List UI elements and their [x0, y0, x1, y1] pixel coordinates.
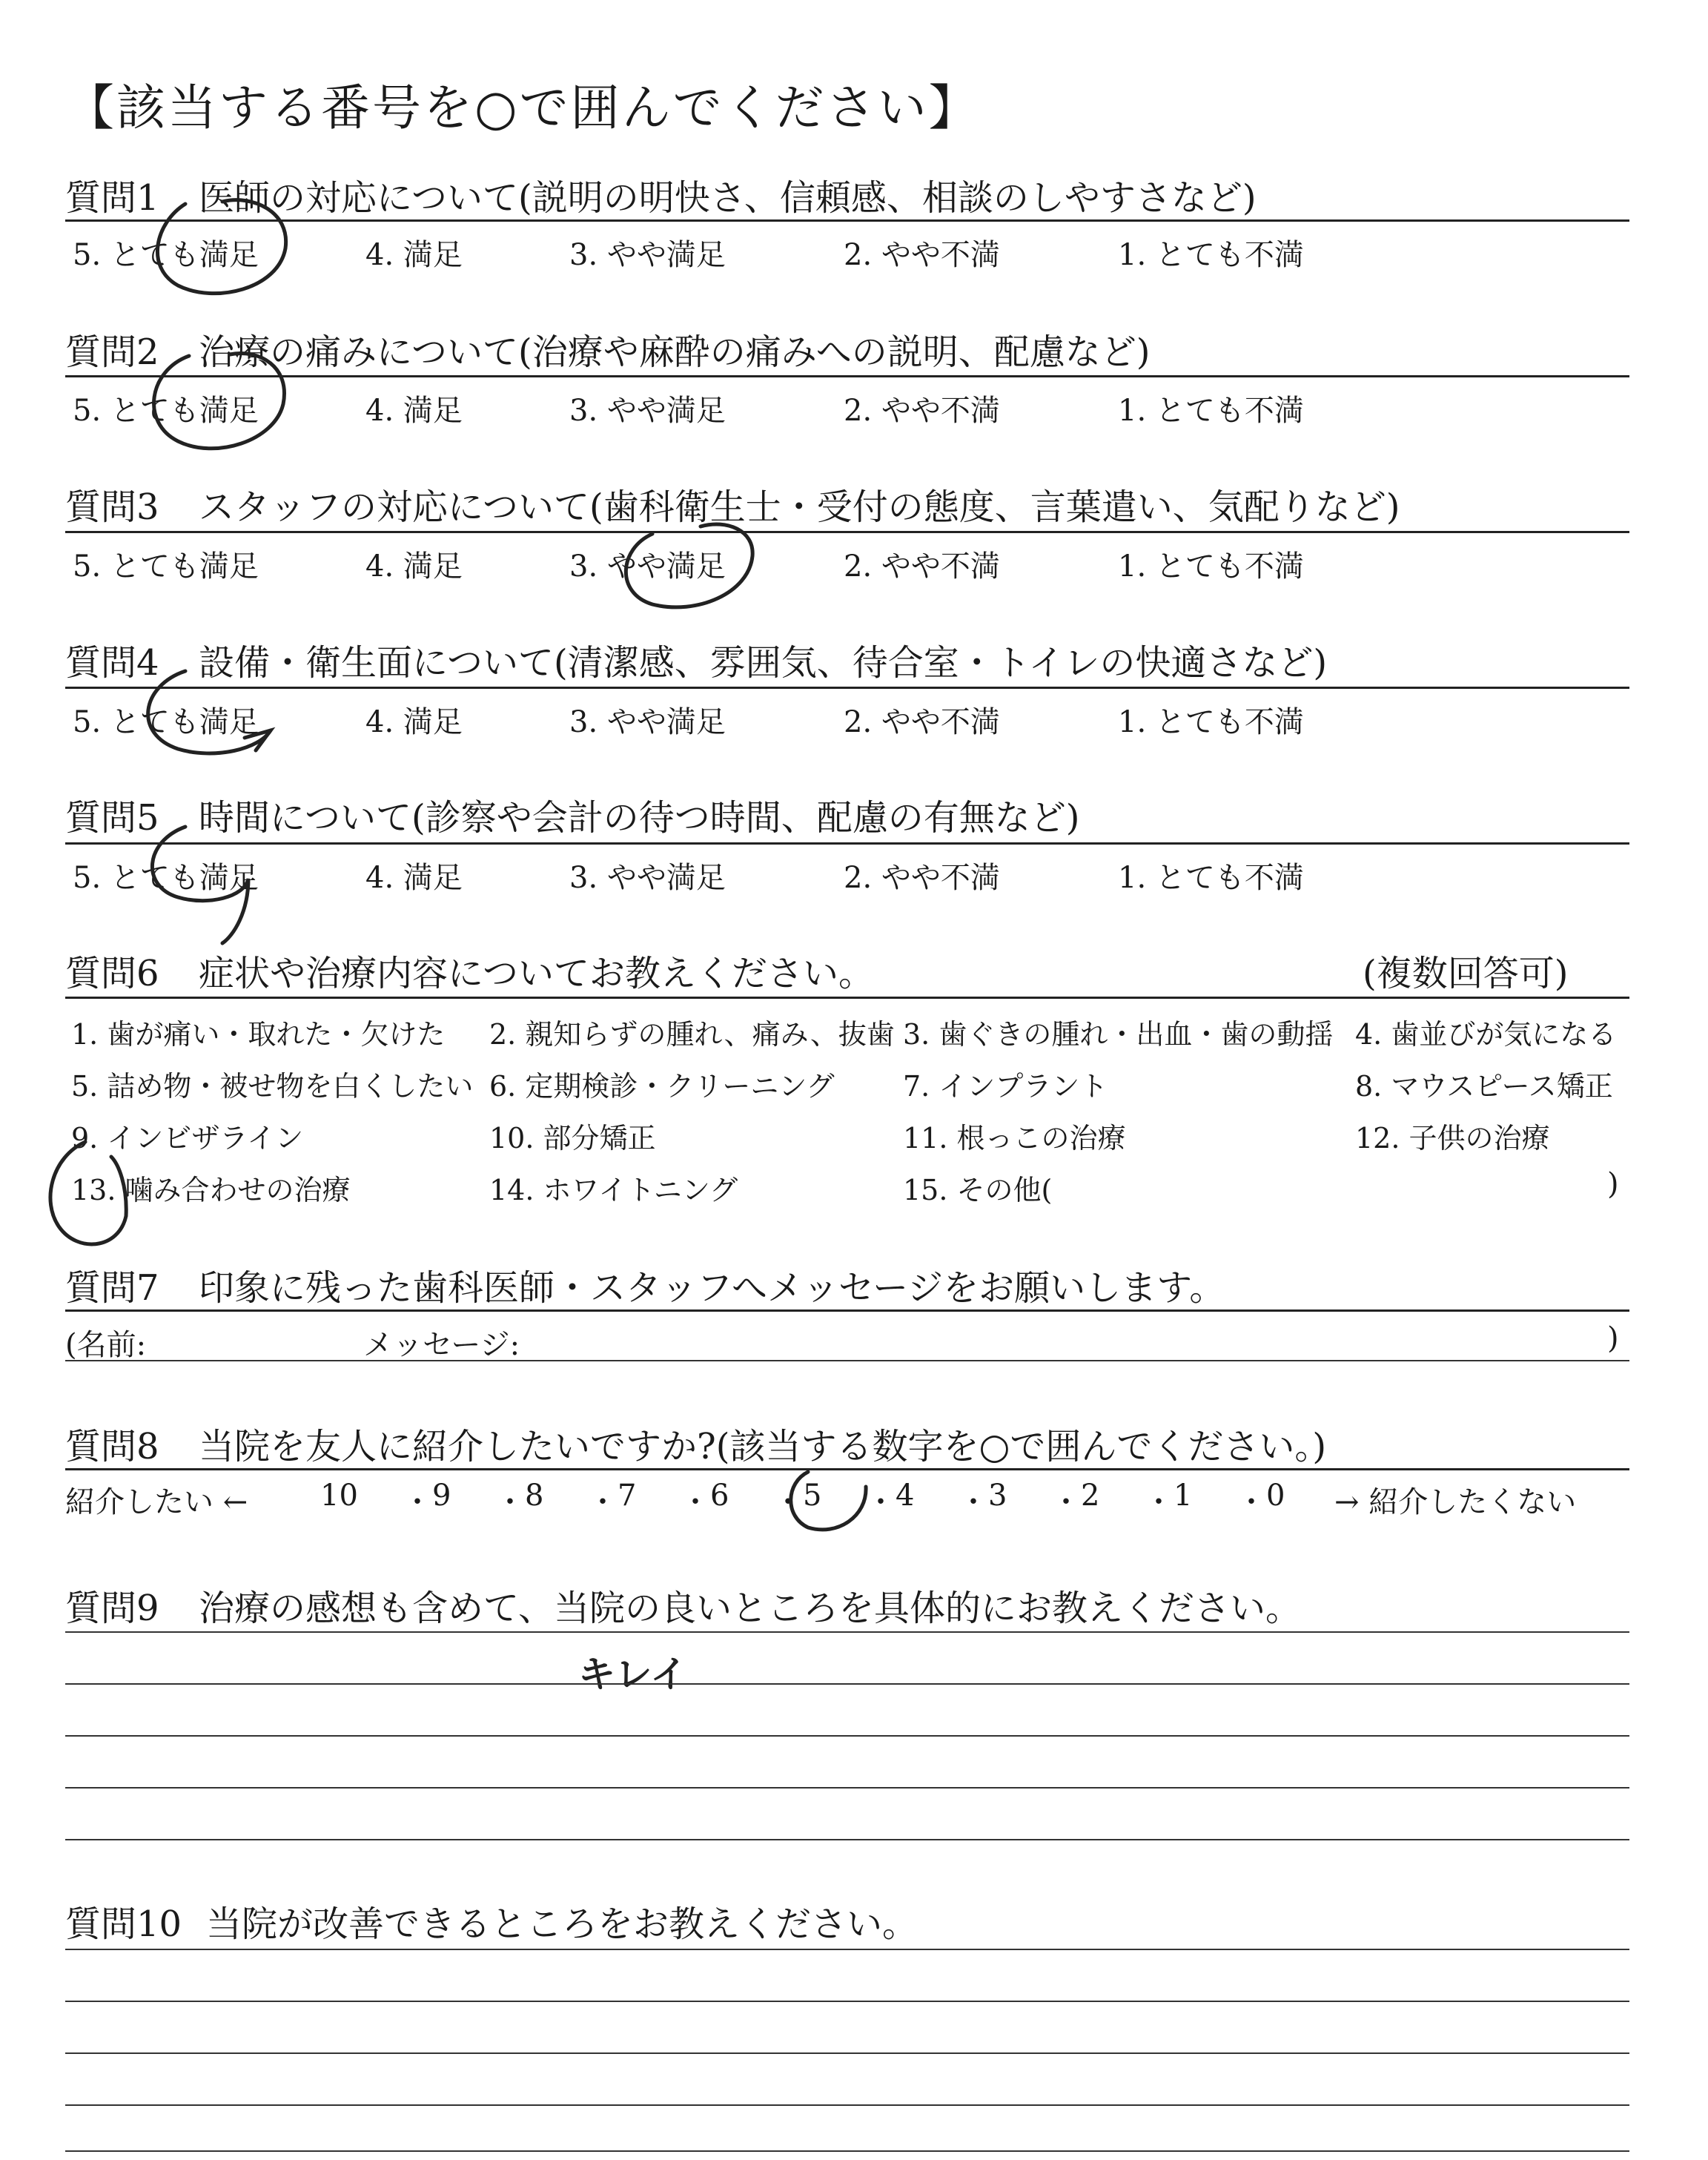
rating-options-q5 [65, 854, 1629, 899]
option-4[interactable]: 4. 満足 [365, 549, 463, 584]
option-2[interactable]: 2. やや不満 [844, 238, 1000, 272]
answer-line [65, 1683, 1629, 1685]
symptom-option-1[interactable]: 1. 歯が痛い・取れた・欠けた [71, 1018, 446, 1051]
recommend-scale [65, 1479, 1629, 1523]
question-text: 医師の対応について(説明の明快さ、信頼感、相談のしやすさなど) [199, 177, 1257, 219]
question-number: 質問8 [65, 1426, 159, 1467]
option-5[interactable]: 5. とても満足 [73, 861, 259, 895]
scale-3[interactable]: 3 [988, 1479, 1007, 1513]
question-number: 質問6 [65, 953, 159, 994]
symptom-option-7[interactable]: 7. インプラント [903, 1070, 1108, 1103]
option-1[interactable]: 1. とても不満 [1118, 549, 1304, 584]
rating-options-q4 [65, 698, 1629, 743]
option-4[interactable]: 4. 満足 [365, 705, 463, 739]
separator-dot: ・ [1237, 1485, 1266, 1519]
symptom-option-6[interactable]: 6. 定期検診・クリーニング [489, 1070, 835, 1103]
symptom-option-13[interactable]: 13. 噛み合わせの治療 [71, 1174, 351, 1206]
question-10 [65, 1895, 1629, 1946]
question-text: 当院が改善できるところをお教えください。 [206, 1903, 918, 1945]
separator-dot: ・ [681, 1485, 710, 1519]
question-1 [65, 169, 1629, 220]
instruction-header: 【該当する番号を○で囲んでください】 [65, 79, 980, 136]
message-label: メッセージ: [363, 1328, 520, 1362]
question-text: 時間について(診察や会計の待つ時間、配慮の有無など) [199, 797, 1080, 839]
answer-line [65, 2104, 1629, 2106]
rating-options-q3 [65, 543, 1629, 587]
question-text: 治療の感想も含めて、当院の良いところを具体的にお教えください。 [199, 1588, 1302, 1629]
divider [65, 687, 1629, 689]
symptom-option-10[interactable]: 10. 部分矯正 [489, 1122, 656, 1155]
symptom-option-8[interactable]: 8. マウスピース矯正 [1355, 1070, 1613, 1103]
symptom-option-14[interactable]: 14. ホワイトニング [489, 1174, 738, 1206]
option-2[interactable]: 2. やや不満 [844, 861, 1000, 895]
symptom-option-3[interactable]: 3. 歯ぐきの腫れ・出血・歯の動揺 [903, 1018, 1334, 1051]
answer-line [65, 2150, 1629, 2152]
separator-dot: ・ [588, 1485, 618, 1519]
option-2[interactable]: 2. やや不満 [844, 549, 1000, 584]
question-number: 質問7 [65, 1267, 159, 1309]
question-text: 治療の痛みについて(治療や麻酔の痛みへの説明、配慮など) [199, 331, 1151, 373]
answer-line [65, 1631, 1629, 1633]
name-label: (名前: [65, 1328, 147, 1362]
separator-dot: ・ [1144, 1485, 1174, 1519]
option-4[interactable]: 4. 満足 [365, 238, 463, 272]
scale-1[interactable]: 1 [1174, 1479, 1193, 1513]
other-close-paren: ) [1607, 1167, 1619, 1201]
option-4[interactable]: 4. 満足 [365, 861, 463, 895]
option-2[interactable]: 2. やや不満 [844, 394, 1000, 428]
scale-5[interactable]: 5 [803, 1479, 822, 1513]
message-close-paren: ) [1607, 1321, 1619, 1355]
symptom-option-4[interactable]: 4. 歯並びが気になる [1355, 1018, 1617, 1051]
answer-line [65, 2052, 1629, 2054]
separator-dot: ・ [1051, 1485, 1081, 1519]
question-8 [65, 1418, 1629, 1469]
question-text: 症状や治療内容についてお教えください。 [199, 953, 875, 994]
divider [65, 842, 1629, 845]
divider [65, 219, 1629, 222]
question-number: 質問4 [65, 642, 159, 684]
handwritten-answer[interactable]: キレイ [578, 1653, 687, 1696]
scale-4[interactable]: 4 [896, 1479, 915, 1513]
separator-dot: ・ [773, 1485, 803, 1519]
recommend-right-label: → 紹介したくない [1334, 1485, 1577, 1519]
scale-9[interactable]: 9 [432, 1479, 451, 1513]
recommend-left-label: 紹介したい ← [65, 1485, 248, 1519]
answer-line [65, 1787, 1629, 1789]
symptom-option-2[interactable]: 2. 親知らずの腫れ、痛み、抜歯 [489, 1018, 895, 1051]
answer-line [65, 1735, 1629, 1737]
symptom-option-15[interactable]: 15. その他( [903, 1174, 1053, 1206]
question-text: 設備・衛生面について(清潔感、雰囲気、待合室・トイレの快適さなど) [199, 642, 1328, 684]
scale-6[interactable]: 6 [710, 1479, 729, 1513]
option-3[interactable]: 3. やや満足 [569, 549, 726, 584]
question-2 [65, 323, 1629, 374]
separator-dot: ・ [495, 1485, 525, 1519]
divider [65, 1468, 1629, 1470]
question-text: 印象に残った歯科医師・スタッフへメッセージをお願いします。 [199, 1267, 1225, 1309]
answer-line [65, 2001, 1629, 2002]
option-3[interactable]: 3. やや満足 [569, 394, 726, 428]
option-5[interactable]: 5. とても満足 [73, 394, 259, 428]
multiple-answer-note: (複数回答可) [1363, 953, 1569, 994]
question-9 [65, 1579, 1629, 1631]
option-5[interactable]: 5. とても満足 [73, 238, 259, 272]
rating-options-q2 [65, 387, 1629, 432]
separator-dot: ・ [866, 1485, 896, 1519]
divider [65, 375, 1629, 377]
option-1[interactable]: 1. とても不満 [1118, 861, 1304, 895]
question-text: スタッフの対応について(歯科衛生士・受付の態度、言葉遣い、気配りなど) [199, 486, 1400, 528]
option-3[interactable]: 3. やや満足 [569, 705, 726, 739]
symptom-option-5[interactable]: 5. 詰め物・被せ物を白くしたい [71, 1070, 474, 1103]
option-3[interactable]: 3. やや満足 [569, 238, 726, 272]
scale-8[interactable]: 8 [525, 1479, 544, 1513]
divider [65, 1309, 1629, 1312]
divider [65, 1360, 1629, 1361]
divider [65, 531, 1629, 533]
option-1[interactable]: 1. とても不満 [1118, 705, 1304, 739]
symptom-option-9[interactable]: 9. インビザライン [71, 1122, 304, 1155]
option-5[interactable]: 5. とても満足 [73, 705, 259, 739]
option-1[interactable]: 1. とても不満 [1118, 238, 1304, 272]
separator-dot: ・ [959, 1485, 988, 1519]
question-7 [65, 1259, 1629, 1310]
rating-options-q1 [65, 231, 1629, 276]
divider [65, 997, 1629, 999]
symptom-option-12[interactable]: 12. 子供の治療 [1355, 1122, 1550, 1155]
separator-dot: ・ [403, 1485, 432, 1519]
scale-7[interactable]: 7 [618, 1479, 637, 1513]
symptom-option-11[interactable]: 11. 根っこの治療 [903, 1122, 1126, 1155]
option-5[interactable]: 5. とても満足 [73, 549, 259, 584]
answer-line [65, 1949, 1629, 1950]
question-3 [65, 478, 1629, 529]
question-text: 当院を友人に紹介したいですか?(該当する数字を○で囲んでください。) [199, 1426, 1327, 1467]
option-4[interactable]: 4. 満足 [365, 394, 463, 428]
question-4 [65, 634, 1629, 685]
question-number: 質問5 [65, 797, 159, 839]
question-number: 質問2 [65, 331, 159, 373]
option-1[interactable]: 1. とても不満 [1118, 394, 1304, 428]
answer-line [65, 1839, 1629, 1840]
option-2[interactable]: 2. やや不満 [844, 705, 1000, 739]
question-number: 質問9 [65, 1588, 159, 1629]
question-number: 質問10 [65, 1903, 182, 1945]
question-5 [65, 789, 1629, 840]
question-number: 質問3 [65, 486, 159, 528]
scale-2[interactable]: 2 [1081, 1479, 1100, 1513]
question-number: 質問1 [65, 177, 159, 219]
option-3[interactable]: 3. やや満足 [569, 861, 726, 895]
scale-10[interactable]: 10 [320, 1479, 358, 1513]
scale-0[interactable]: 0 [1266, 1479, 1285, 1513]
